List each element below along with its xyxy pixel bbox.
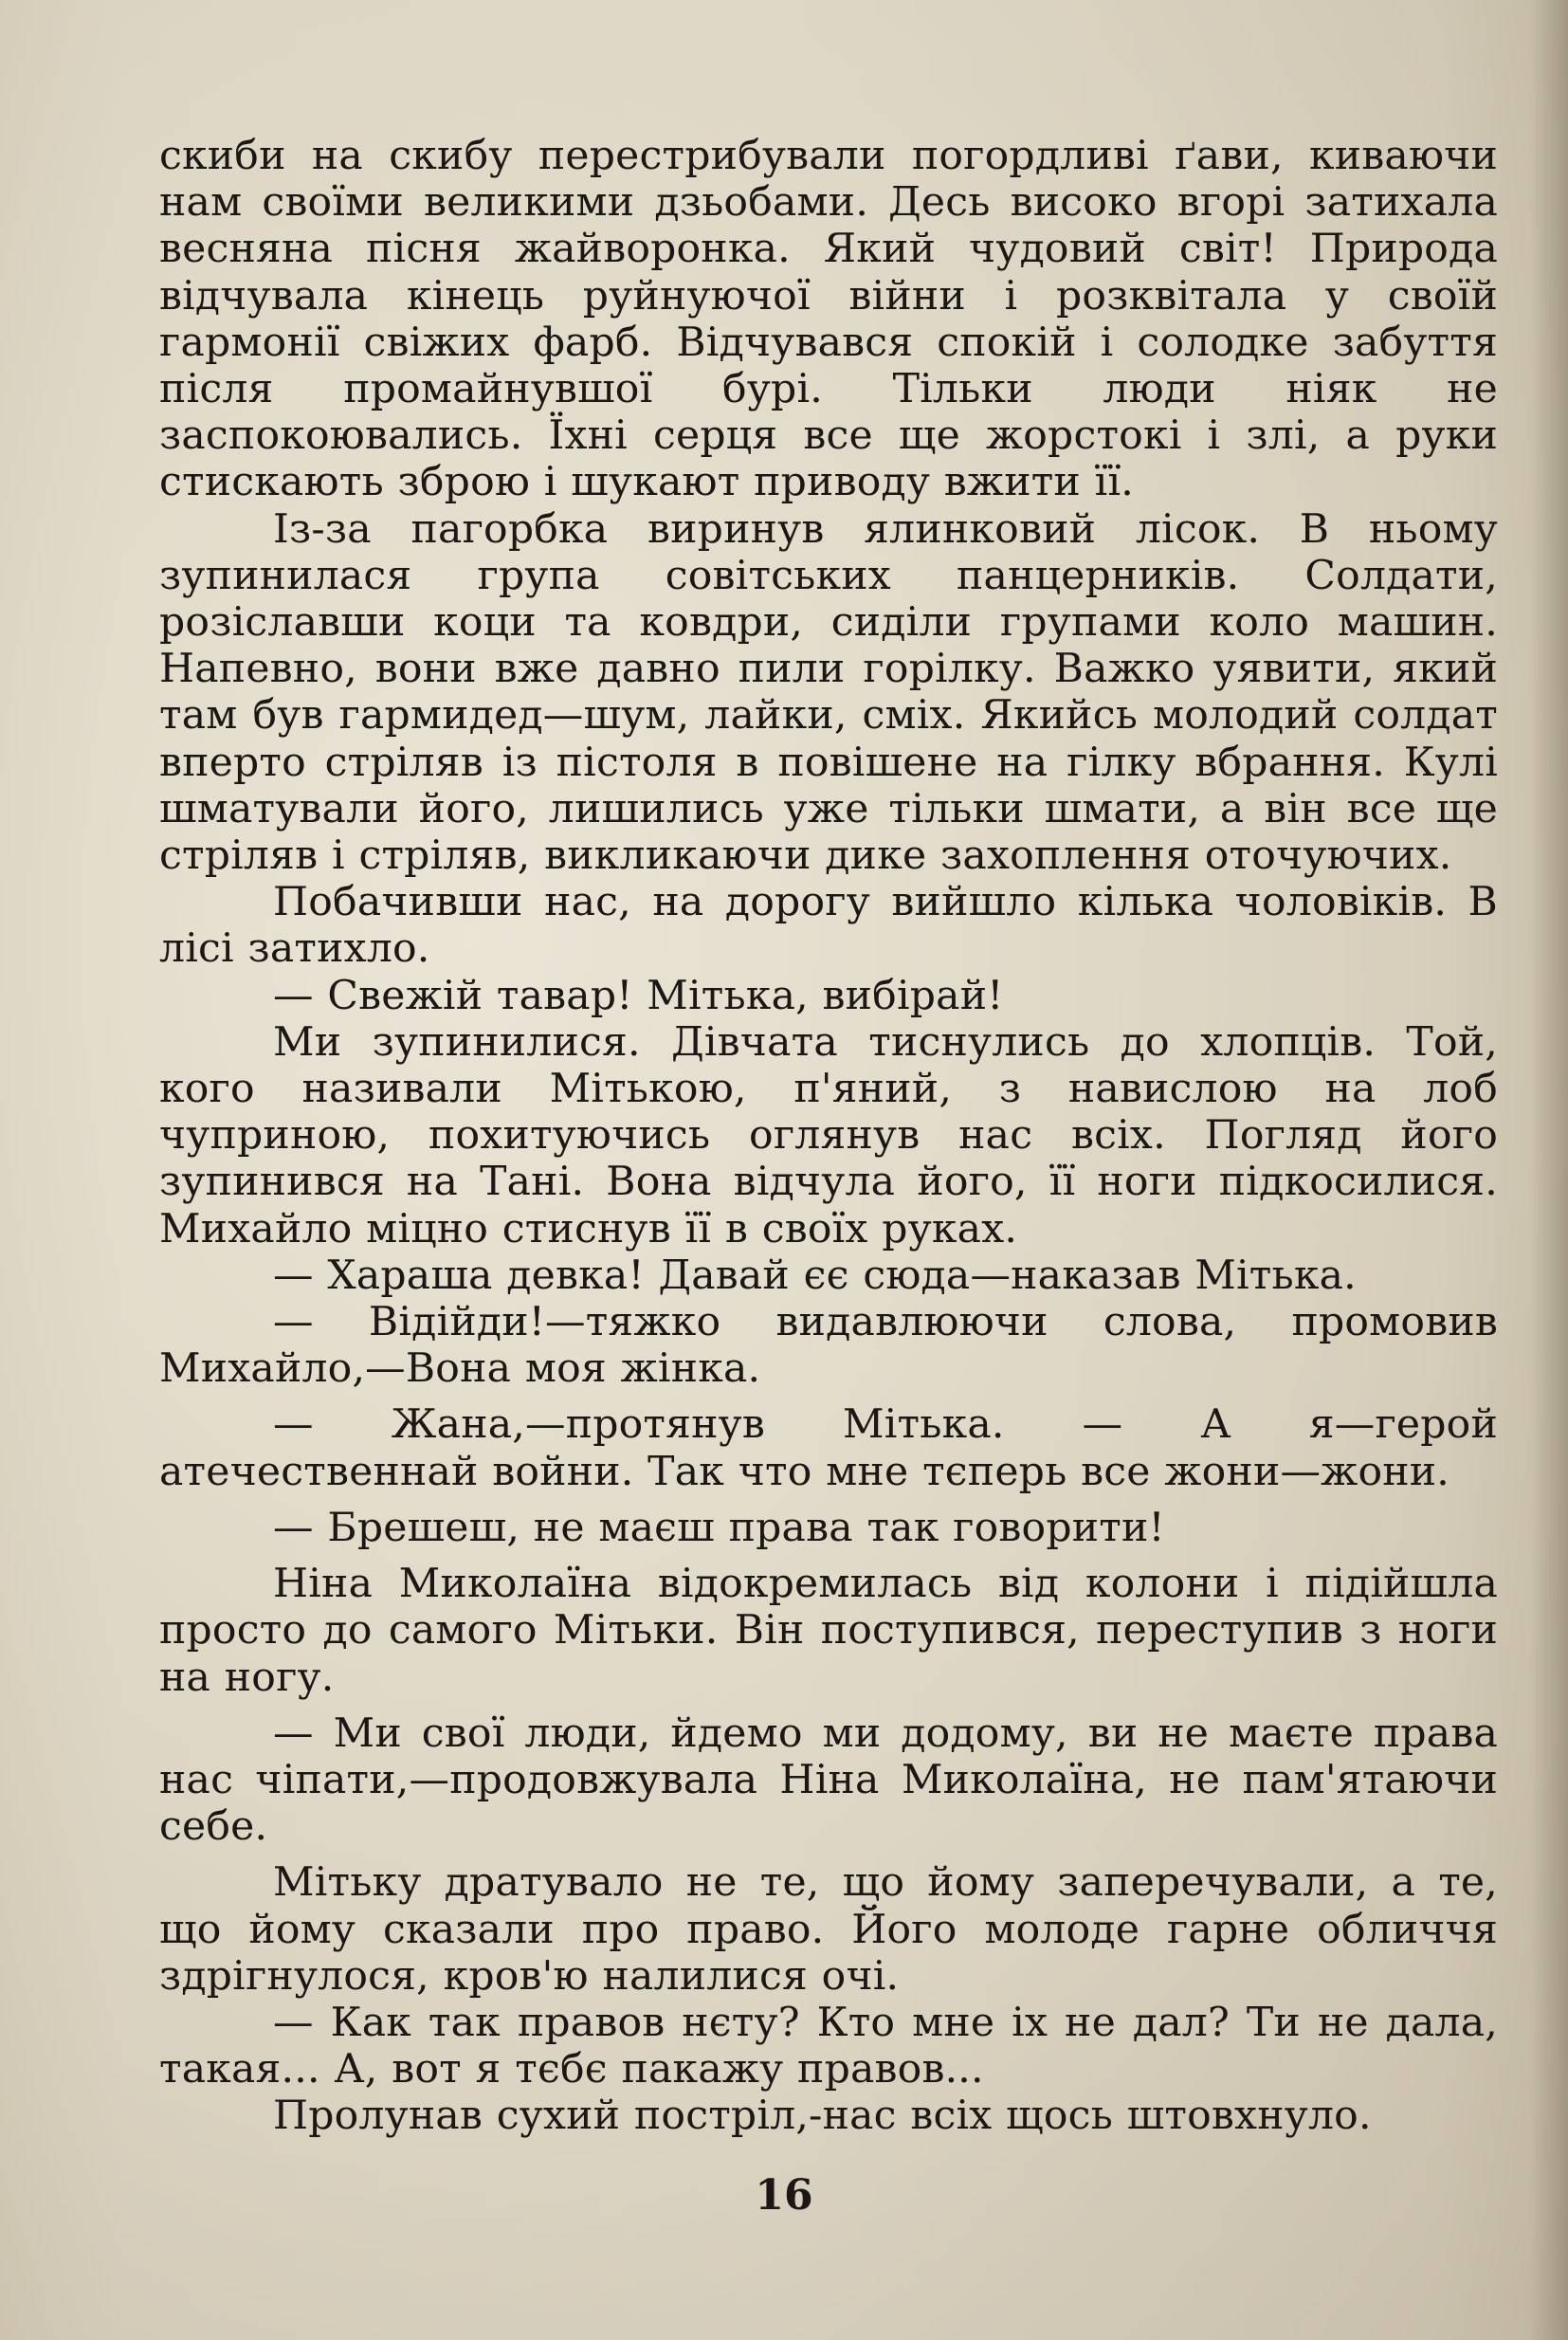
paragraph-1: скиби на скибу перестрибували погордливі ґави, киваючи нам своїми великими дзьобами. Десь високо вгорі затихала весняна пісня жайворонка. Який чудовий світ! Природа відчувала кінець руйнуючої війни і розквітала у своїй гармонії свіжих фарб. Відчувався спокій і солодке забуття після промайнувшої бурі. Тільки люди ніяк не заспокоювались. Їхні серця все ще жорстокі і злі, а руки стискають зброю і шукают приводу вжити її. <box>159 133 1498 506</box>
paragraph-14: Пролунав сухий постріл,-нас всіх щось штовхнуло. <box>273 2093 1372 2140</box>
page-number: 16 <box>755 2171 813 2220</box>
paragraph-9: — Брешеш, не маєш права так говорити! <box>273 1504 1165 1551</box>
paragraph-2: Із-за пагорбка виринув ялинковий лісок. В ньому зупинилася група совітських панцерників. Солдати, розіславши коци та ковдри, сиділи групами коло машин. Напевно, вони вже давно пили горілку. Важко уявити, який там був гармидед—шум, лайки, сміх. Якийсь молодий солдат вперто стріляв із пістоля в повішене на гілку вбрання. Кулі шматували його, лишились уже тільки шмати, а він все ще стріляв і стріляв, викликаючи дике захоплення оточуючих. <box>159 505 1498 880</box>
paragraph-13: — Как так правов нєту? Кто мне іх не дал? Ти не дала, такая... А, вот я тєбє пакажу правов... <box>159 1999 1498 2093</box>
paragraph-4: — Свежій тавар! Мітька, вибірай! <box>273 972 1004 1019</box>
paragraph-11: — Ми свої люди, йдемо ми додому, ви не маєте права нас чіпати,—продовжувала Ніна Миколаїна, не пам'ятаючи себе. <box>159 1709 1498 1851</box>
paragraph-8: — Жана,—протянув Мітька. — А я—герой атечественнай войни. Так что мне тєперь все жони—жони. <box>159 1401 1498 1495</box>
paragraph-10: Ніна Миколаїна відокремилась від колони і підійшла просто до самого Мітьки. Він поступився, переступив з ноги на ногу. <box>159 1561 1498 1701</box>
paragraph-7: — Відійди!—тяжко видавлюючи слова, промовив Михайло,—Вона моя жінка. <box>159 1299 1498 1393</box>
paragraph-3: Побачивши нас, на дорогу вийшло кілька чоловіків. В лісі затихло. <box>159 879 1498 973</box>
paragraph-6: — Хараша девка! Давай єє сюда—наказав Мітька. <box>273 1252 1357 1299</box>
page-text <box>159 133 1498 2140</box>
paragraph-5: Ми зупинилися. Дівчата тиснулись до хлопців. Той, кого називали Мітькою, п'яний, з навислою на лоб чуприною, похитуючись оглянув нас всіх. Погляд його зупинився на Тані. Вона відчула його, її ноги підкосилися. Михайло міцно стиснув її в своїх руках. <box>159 1018 1498 1252</box>
paragraph-12: Мітьку дратувало не те, що йому заперечували, а те, що йому сказали про право. Його молоде гарне обличчя здрігнулося, кров'ю налилися очі. <box>159 1859 1498 2000</box>
